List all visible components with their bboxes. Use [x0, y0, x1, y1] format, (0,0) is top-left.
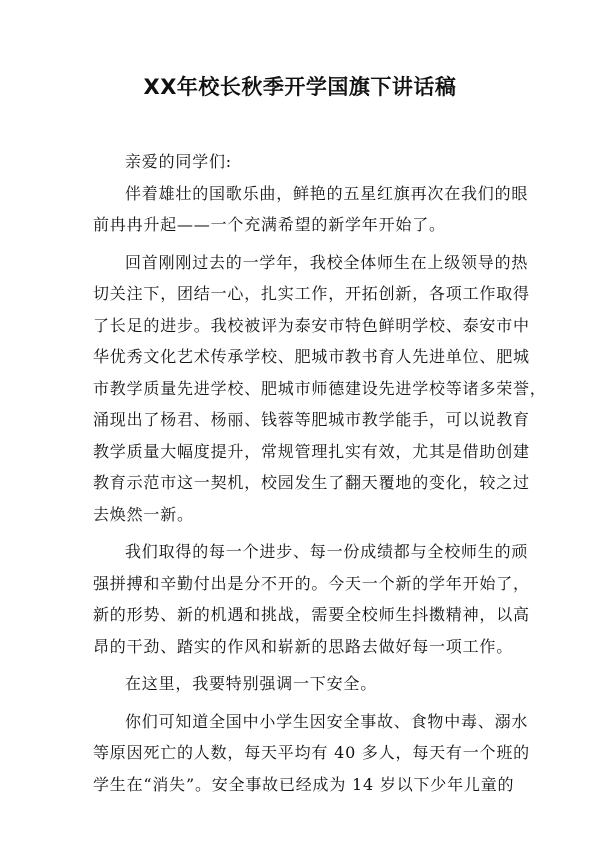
paragraph-line: 去焕然一新。 [93, 504, 194, 524]
paragraph-line: 涌现出了杨君、杨丽、钱蓉等肥城市教学能手，可以说教育 [93, 410, 530, 429]
paragraph-3 [93, 536, 530, 662]
salutation: 亲爱的同学们: [125, 152, 232, 171]
paragraph-line: 我们取得的每一个进步、每一份成绩都与全校师生的顽 [125, 542, 529, 561]
paragraph-2 [93, 247, 547, 531]
document-title: XX年校长秋季开学国旗下讲话稿 [143, 75, 457, 99]
paragraph-line: 切关注下，团结一心，扎实工作，开拓创新，各项工作取得 [93, 284, 530, 303]
paragraph-line: 等原因死亡的人数，每天平均有 40 多人，每天有一个班的 [93, 743, 530, 762]
paragraph-line: 了长足的进步。我校被评为泰安市特色鲜明学校、泰安市中 [93, 315, 530, 335]
paragraph-line: 市教学质量先进学校、肥城市师德建设先进学校等诸多荣誉， [93, 378, 547, 398]
paragraph-line: 你们可知道全国中小学生因安全事故、食物中毒、溺水 [125, 711, 529, 731]
paragraph-5 [93, 706, 530, 801]
paragraph-line: 昂的干劲、踏实的作风和崭新的思路去做好每一项工作。 [93, 636, 514, 656]
document-body [93, 146, 547, 800]
paragraph-4 [93, 668, 513, 700]
paragraph-line: 教育示范市这一契机，校园发生了翻天覆地的变化，较之过 [93, 473, 530, 492]
paragraph-line: 强拼搏和辛勤付出是分不开的。今天一个新的学年开始了， [93, 573, 530, 593]
paragraph-line: 华优秀文化艺术传承学校、肥城市教书育人先进单位、肥城 [93, 347, 530, 366]
paragraph-line: 回首刚刚过去的一学年，我校全体师生在上级领导的热 [125, 252, 529, 272]
paragraph-line: 学生在“消失”。安全事故已经成为 14 岁以下少年儿童的 [93, 774, 515, 794]
paragraph-1 [93, 178, 529, 241]
paragraph-line: 前冉冉升起——一个充满希望的新学年开始了。 [93, 215, 446, 234]
paragraph-line: 新的形势、新的机遇和挑战，需要全校师生抖擞精神，以高 [93, 605, 530, 624]
paragraph-line: 伴着雄壮的国歌乐曲，鲜艳的五星红旗再次在我们的眼 [125, 183, 529, 203]
paragraph-line: 教学质量大幅度提升，常规管理扎实有效，尤其是借助创建 [93, 441, 530, 461]
paragraph-line: 在这里，我要特别强调一下安全。 [125, 674, 378, 693]
